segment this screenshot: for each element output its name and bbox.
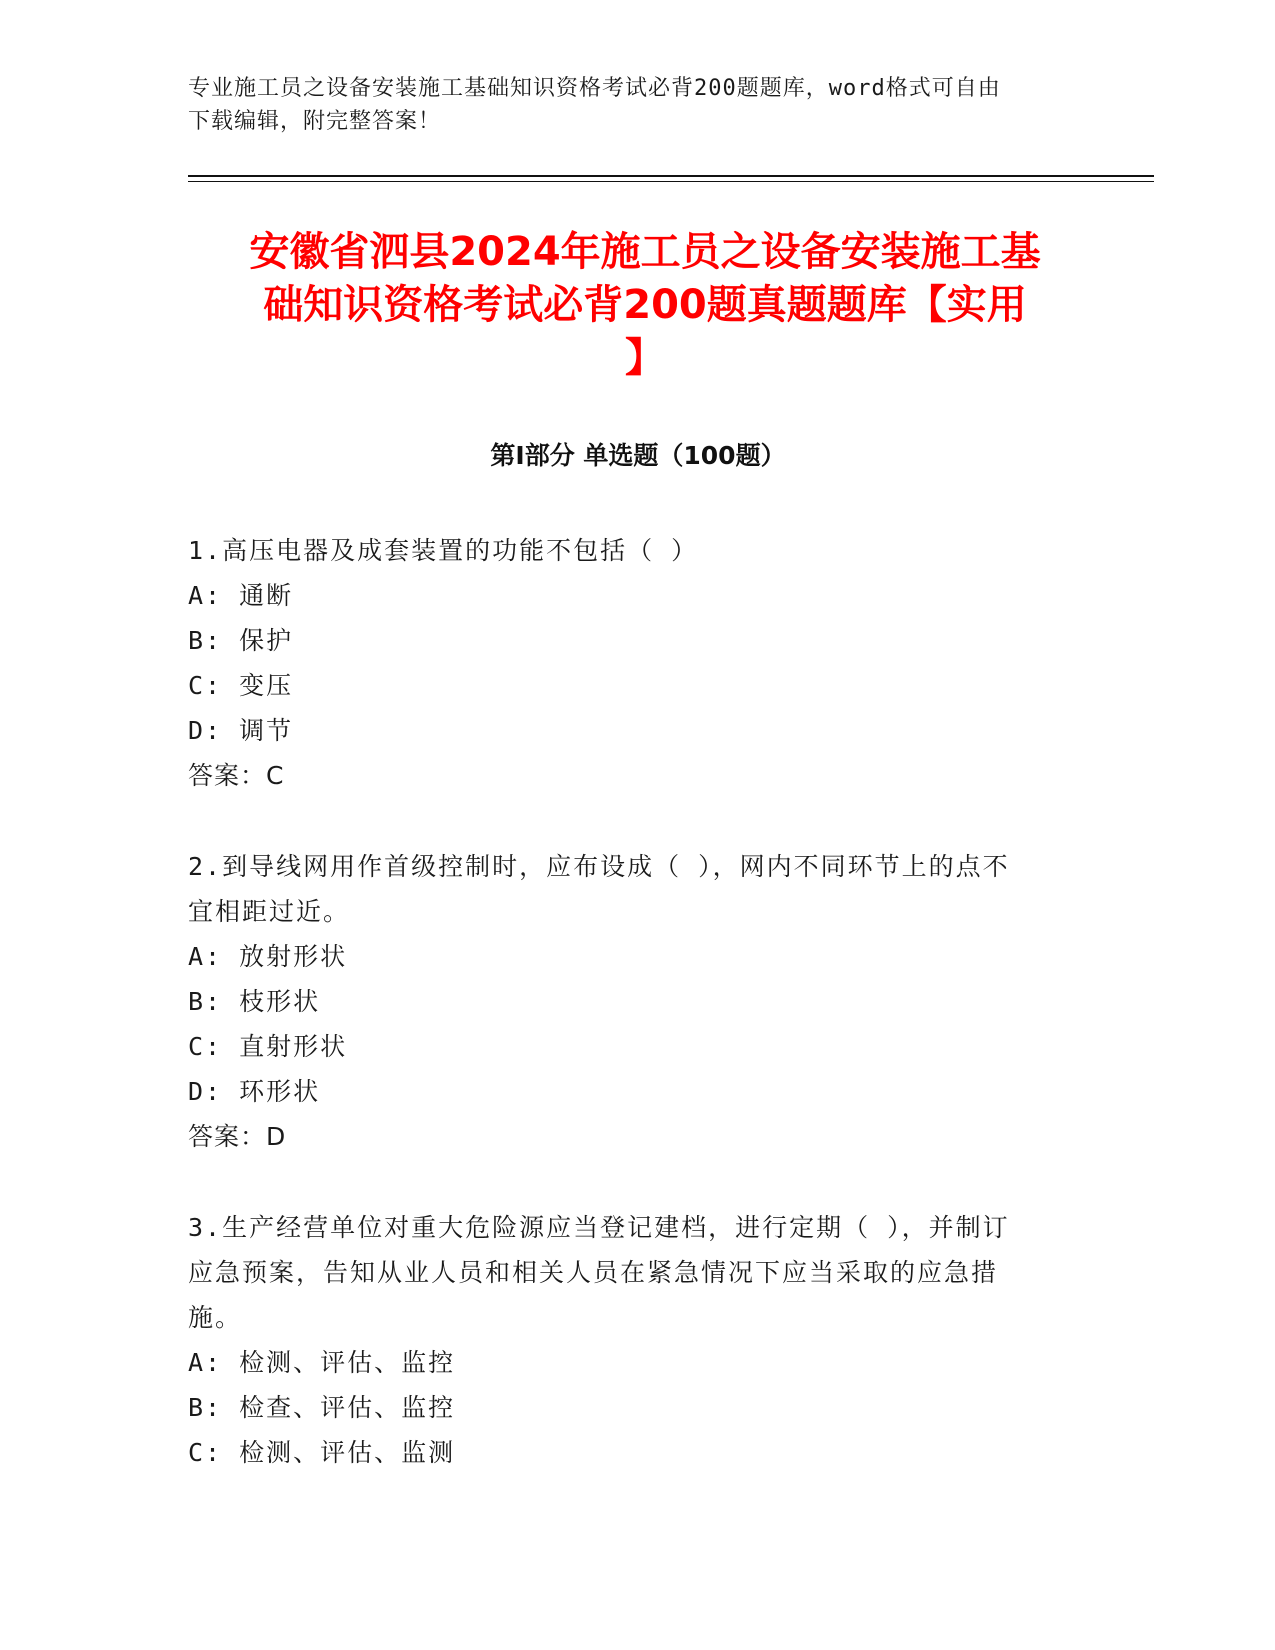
- intro-line-1: 专业施工员之设备安装施工基础知识资格考试必背200题题库，word格式可自由: [188, 76, 1001, 101]
- intro-text: [188, 72, 1088, 138]
- option-c: C: 直射形状: [188, 1032, 348, 1061]
- question-stem-cont: 宜相距过近。: [188, 897, 351, 926]
- option-b: B: 保护: [188, 626, 294, 655]
- question-stem-cont: 施。: [188, 1303, 243, 1332]
- header-rule-thick: [188, 175, 1154, 177]
- question-3: [188, 1205, 1068, 1475]
- intro-line-2: 下载编辑，附完整答案！: [188, 109, 442, 134]
- title-line-3: 】: [625, 335, 665, 381]
- question-stem: 2.到导线网用作首级控制时，应布设成（ ），网内不同环节上的点不: [188, 852, 1010, 881]
- question-stem: 3.生产经营单位对重大危险源应当登记建档，进行定期（ ），并制订: [188, 1213, 1010, 1242]
- question-stem: 1.高压电器及成套装置的功能不包括（ ）: [188, 536, 699, 565]
- option-c: C: 检测、评估、监测: [188, 1438, 456, 1467]
- option-c: C: 变压: [188, 671, 294, 700]
- section-heading: 第I部分 单选题（100题）: [490, 441, 786, 470]
- option-a: A: 通断: [188, 581, 294, 610]
- option-a: A: 检测、评估、监控: [188, 1348, 456, 1377]
- option-d: D: 调节: [188, 716, 294, 745]
- document-title: [180, 226, 1110, 385]
- question-1: [188, 528, 1068, 798]
- option-b: B: 枝形状: [188, 987, 321, 1016]
- question-stem-cont: 应急预案，告知从业人员和相关人员在紧急情况下应当采取的应急措: [188, 1258, 999, 1287]
- option-a: A: 放射形状: [188, 942, 348, 971]
- option-d: D: 环形状: [188, 1077, 321, 1106]
- option-b: B: 检查、评估、监控: [188, 1393, 456, 1422]
- header-rule-thin: [188, 181, 1154, 182]
- title-line-1: 安徽省泗县2024年施工员之设备安装施工基: [249, 229, 1041, 275]
- question-2: [188, 844, 1068, 1159]
- title-line-2: 础知识资格考试必背200题真题题库【实用: [263, 282, 1027, 328]
- answer-line: 答案：C: [188, 761, 285, 790]
- question-list: [188, 528, 1068, 1521]
- answer-line: 答案：D: [188, 1122, 287, 1151]
